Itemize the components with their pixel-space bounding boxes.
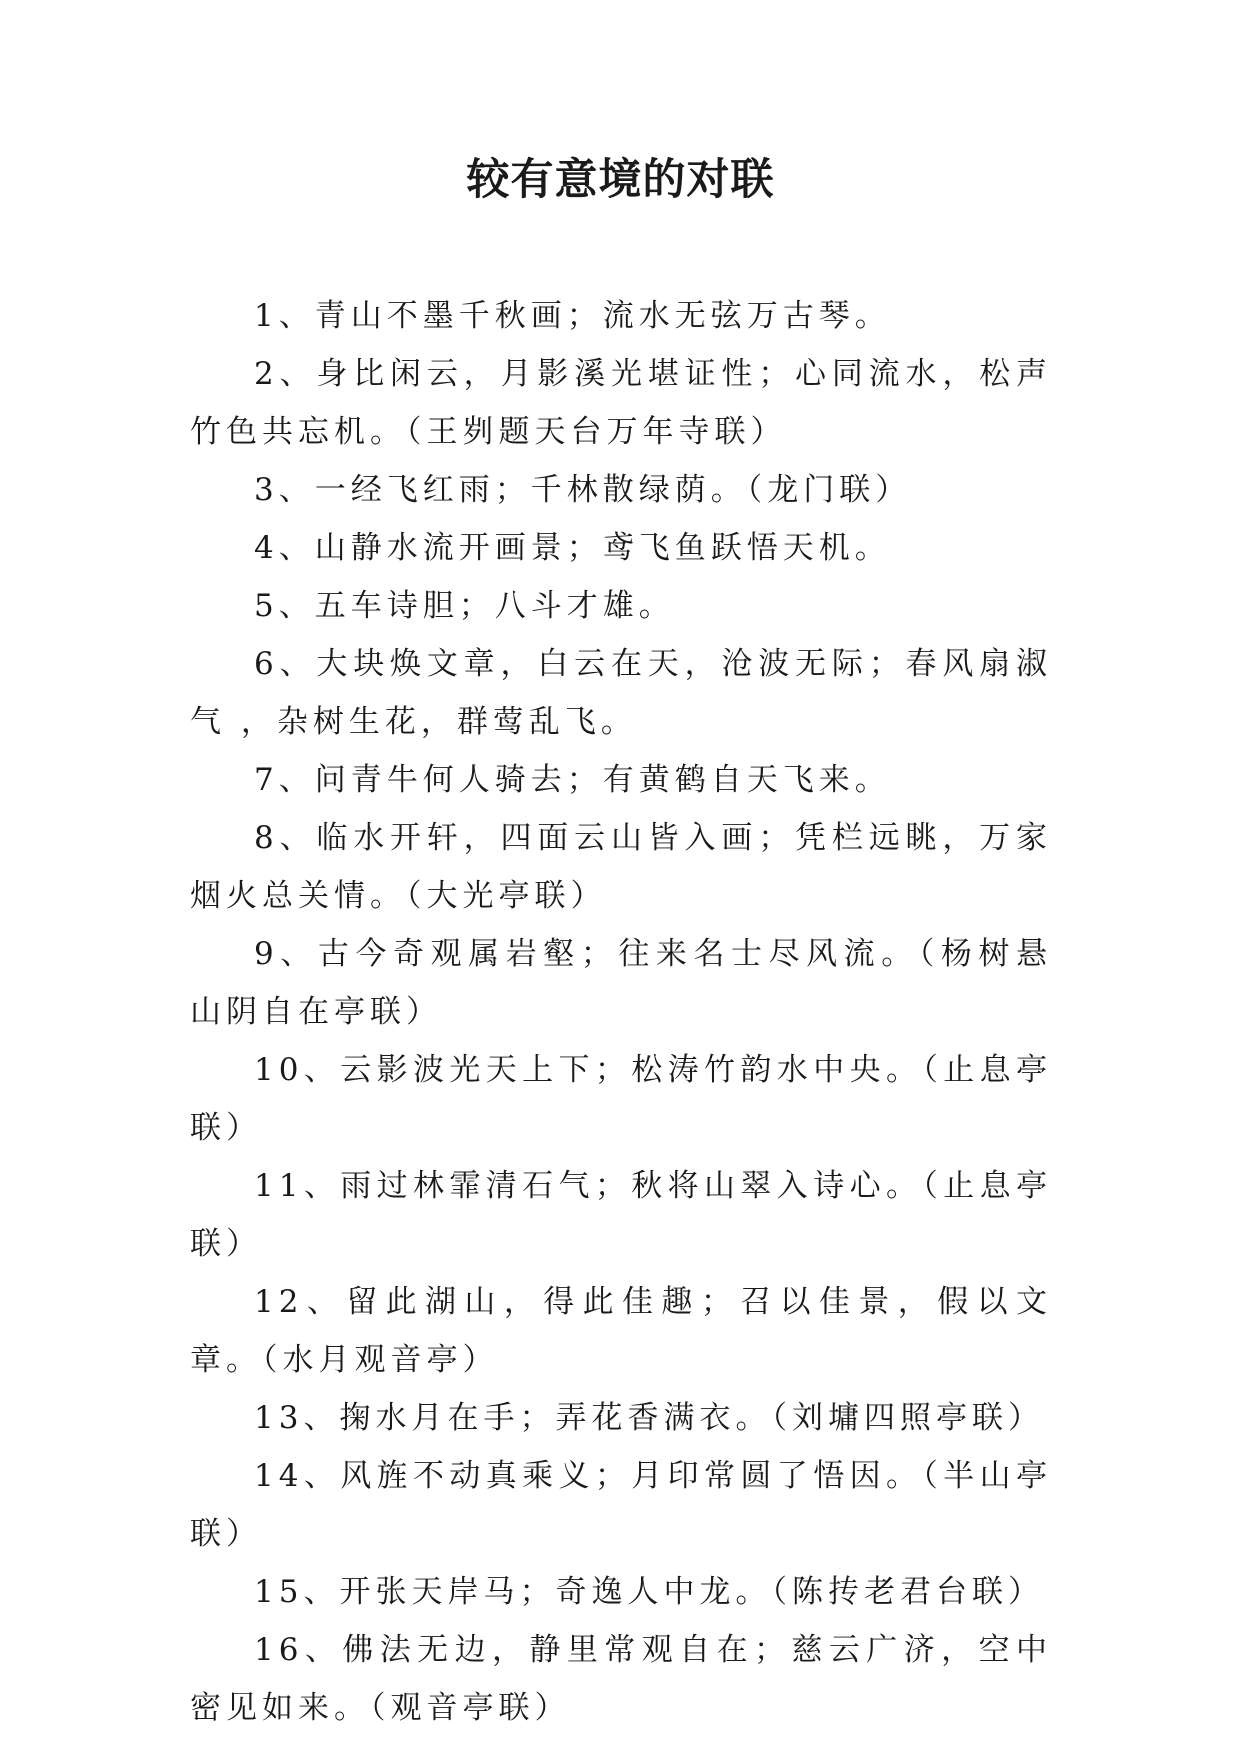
couplet-entry-16: 16、佛法无边，静里常观自在；慈云广济，空中密见如来。（观音亭联） (190, 1632, 1052, 1726)
couplet-entry-1: 1、青山不墨千秋画；流水无弦万古琴。 (254, 298, 891, 334)
couplet-entry-4: 4、山静水流开画景；鸢飞鱼跃悟天机。 (254, 530, 891, 566)
couplet-entry-2: 2、身比闲云，月影溪光堪证性；心同流水，松声竹色共忘机。（王刿题天台万年寺联） (190, 356, 1052, 450)
couplet-entry-10: 10、云影波光天上下；松涛竹韵水中央。（止息亭联） (190, 1052, 1052, 1146)
couplet-entry-12: 12、留此湖山，得此佳趣；召以佳景，假以文章。（水月观音亭） (190, 1284, 1052, 1378)
couplet-entry-9: 9、古今奇观属岩壑；往来名士尽风流。（杨树悬山阴自在亭联） (190, 936, 1052, 1030)
couplet-entry-6: 6、大块焕文章，白云在天，沧波无际；春风扇淑气 ，杂树生花，群莺乱飞。 (190, 646, 1052, 740)
document-title: 较有意境的对联 (466, 155, 775, 205)
couplet-entry-3: 3、一经飞红雨；千林散绿荫。（龙门联） (254, 472, 912, 508)
couplet-entry-7: 7、问青牛何人骑去；有黄鹤自天飞来。 (254, 762, 891, 798)
couplet-entry-15: 15、开张天岸马；奇逸人中龙。（陈抟老君台联） (254, 1574, 1044, 1610)
couplet-entry-11: 11、雨过林霏清石气；秋将山翠入诗心。（止息亭联） (190, 1168, 1052, 1262)
couplet-entry-13: 13、掬水月在手；弄花香满衣。（刘墉四照亭联） (254, 1400, 1044, 1436)
couplet-entry-14: 14、风旌不动真乘义；月印常圆了悟因。（半山亭联） (190, 1458, 1052, 1552)
couplet-entry-5: 5、五车诗胆；八斗才雄。 (254, 588, 675, 624)
couplet-list (190, 287, 1052, 1737)
couplet-entry-8: 8、临水开轩，四面云山皆入画；凭栏远眺，万家烟火总关情。（大光亭联） (190, 820, 1052, 914)
